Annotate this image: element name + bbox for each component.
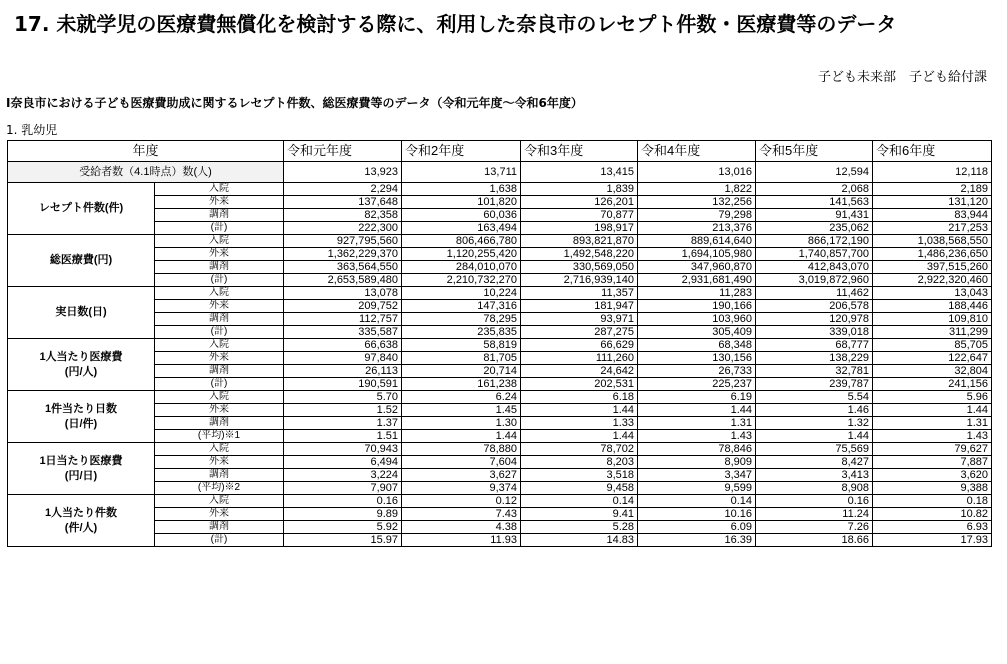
value-cell: 1.44 [521,404,638,417]
value-cell: 163,494 [402,222,521,235]
row-label: 調剤 [155,313,284,326]
group-label: 1件当たり日数 (日/件) [8,391,155,443]
value-cell: 11.24 [756,508,873,521]
value-cell: 1,362,229,370 [284,248,402,261]
value-cell: 78,880 [402,443,521,456]
value-cell: 2,653,589,480 [284,274,402,287]
value-cell: 1.33 [521,417,638,430]
value-cell: 1.52 [284,404,402,417]
table-row [8,521,992,534]
page-title: 17. 未就学児の医療費無償化を検討する際に、利用した奈良市のレセプト件数・医療費等のデータ [14,12,897,36]
value-cell: 239,787 [756,378,873,391]
value-cell: 26,113 [284,365,402,378]
value-cell: 10,224 [402,287,521,300]
value-cell: 70,877 [521,209,638,222]
value-cell: 927,795,560 [284,235,402,248]
group-label: レセプト件数(件) [8,183,155,235]
group-label: 1人当たり医療費 (円/人) [8,339,155,391]
row-label: 調剤 [155,521,284,534]
value-cell: 112,757 [284,313,402,326]
table-row [8,326,992,339]
value-cell: 190,166 [638,300,756,313]
value-cell: 217,253 [873,222,992,235]
value-cell: 97,840 [284,352,402,365]
table-row [8,339,992,352]
table-row [8,261,992,274]
value-cell: 3,224 [284,469,402,482]
value-cell: 60,036 [402,209,521,222]
row-label: 外来 [155,456,284,469]
value-cell: 7,887 [873,456,992,469]
value-cell: 5.96 [873,391,992,404]
value-cell: 120,978 [756,313,873,326]
value-cell: 8,909 [638,456,756,469]
table-row [8,365,992,378]
value-cell: 78,702 [521,443,638,456]
subsection-title: 1. 乳幼児 [6,123,58,137]
row-label: (計) [155,534,284,547]
value-cell: 190,591 [284,378,402,391]
value-cell: 347,960,870 [638,261,756,274]
value-cell: 58,819 [402,339,521,352]
table-row [8,183,992,196]
row-label: (計) [155,378,284,391]
value-cell: 8,908 [756,482,873,495]
value-cell: 132,256 [638,196,756,209]
value-cell: 6.24 [402,391,521,404]
value-cell: 7.26 [756,521,873,534]
value-cell: 806,466,780 [402,235,521,248]
table-row [8,248,992,261]
row-label: 入院 [155,287,284,300]
value-cell: 15.97 [284,534,402,547]
value-cell: 1,120,255,420 [402,248,521,261]
table-row [8,417,992,430]
row-label: 調剤 [155,417,284,430]
value-cell: 3,627 [402,469,521,482]
value-cell: 198,917 [521,222,638,235]
section-title: Ⅰ奈良市における子ども医療費助成に関するレセプト件数、総医療費等のデータ（令和元年度～令和6年度） [6,96,583,110]
value-cell: 81,705 [402,352,521,365]
recipients-label: 受給者数（4.1時点）数(人) [8,162,284,183]
row-label: 入院 [155,391,284,404]
value-cell: 131,120 [873,196,992,209]
row-label: 外来 [155,352,284,365]
year-header-cell: 令和3年度 [521,141,638,162]
row-label: 調剤 [155,365,284,378]
value-cell: 1.32 [756,417,873,430]
value-cell: 0.12 [402,495,521,508]
row-label: 入院 [155,495,284,508]
value-cell: 10.82 [873,508,992,521]
value-cell: 284,010,070 [402,261,521,274]
row-label: 調剤 [155,469,284,482]
value-cell: 5.92 [284,521,402,534]
year-header-cell: 令和元年度 [284,141,402,162]
row-label: 外来 [155,196,284,209]
group-label: 1人当たり件数 (件/人) [8,495,155,547]
value-cell: 3,413 [756,469,873,482]
value-cell: 305,409 [638,326,756,339]
value-cell: 11,462 [756,287,873,300]
header-row [8,141,992,162]
value-cell: 68,348 [638,339,756,352]
value-cell: 3,518 [521,469,638,482]
value-cell: 66,629 [521,339,638,352]
value-cell: 130,156 [638,352,756,365]
value-cell: 8,203 [521,456,638,469]
value-cell: 0.14 [638,495,756,508]
value-cell: 2,210,732,270 [402,274,521,287]
row-label: (計) [155,326,284,339]
row-label: 外来 [155,508,284,521]
value-cell: 91,431 [756,209,873,222]
group-label: 実日数(日) [8,287,155,339]
table-row [8,352,992,365]
table-row [8,196,992,209]
value-cell: 181,947 [521,300,638,313]
value-cell: 9,388 [873,482,992,495]
value-cell: 8,427 [756,456,873,469]
value-cell: 17.93 [873,534,992,547]
value-cell: 1.45 [402,404,521,417]
value-cell: 2,931,681,490 [638,274,756,287]
value-cell: 2,716,939,140 [521,274,638,287]
year-header-cell: 令和4年度 [638,141,756,162]
row-label: 入院 [155,443,284,456]
value-cell: 7,907 [284,482,402,495]
table-row [8,534,992,547]
value-cell: 24,642 [521,365,638,378]
value-cell: 0.16 [756,495,873,508]
table-row [8,287,992,300]
value-cell: 13,078 [284,287,402,300]
value-cell: 2,922,320,460 [873,274,992,287]
value-cell: 138,229 [756,352,873,365]
value-cell: 141,563 [756,196,873,209]
value-cell: 1,492,548,220 [521,248,638,261]
value-cell: 209,752 [284,300,402,313]
value-cell: 9,599 [638,482,756,495]
row-label: 調剤 [155,261,284,274]
value-cell: 9.89 [284,508,402,521]
recipients-cell: 13,016 [638,162,756,183]
table-row [8,313,992,326]
recipients-cell: 13,711 [402,162,521,183]
value-cell: 1.31 [873,417,992,430]
value-cell: 16.39 [638,534,756,547]
value-cell: 2,189 [873,183,992,196]
value-cell: 66,638 [284,339,402,352]
value-cell: 330,569,050 [521,261,638,274]
value-cell: 3,347 [638,469,756,482]
value-cell: 5.28 [521,521,638,534]
value-cell: 68,777 [756,339,873,352]
year-header: 年度 [8,141,284,162]
table-row [8,209,992,222]
value-cell: 6,494 [284,456,402,469]
value-cell: 4.38 [402,521,521,534]
value-cell: 1.44 [638,404,756,417]
value-cell: 83,944 [873,209,992,222]
value-cell: 188,446 [873,300,992,313]
value-cell: 11,357 [521,287,638,300]
value-cell: 1,839 [521,183,638,196]
value-cell: 13,043 [873,287,992,300]
row-label: (計) [155,222,284,235]
value-cell: 889,614,640 [638,235,756,248]
value-cell: 32,804 [873,365,992,378]
value-cell: 103,960 [638,313,756,326]
value-cell: 9.41 [521,508,638,521]
value-cell: 241,156 [873,378,992,391]
value-cell: 93,971 [521,313,638,326]
year-header-cell: 令和2年度 [402,141,521,162]
value-cell: 412,843,070 [756,261,873,274]
value-cell: 85,705 [873,339,992,352]
value-cell: 213,376 [638,222,756,235]
value-cell: 1,740,857,700 [756,248,873,261]
row-label: 外来 [155,300,284,313]
value-cell: 6.09 [638,521,756,534]
value-cell: 161,238 [402,378,521,391]
value-cell: 866,172,190 [756,235,873,248]
value-cell: 1.31 [638,417,756,430]
table-row [8,482,992,495]
row-label: (平均)※1 [155,430,284,443]
value-cell: 363,564,550 [284,261,402,274]
value-cell: 235,835 [402,326,521,339]
value-cell: 147,316 [402,300,521,313]
value-cell: 1,822 [638,183,756,196]
table-row [8,300,992,313]
value-cell: 222,300 [284,222,402,235]
value-cell: 10.16 [638,508,756,521]
value-cell: 397,515,260 [873,261,992,274]
table-row [8,456,992,469]
group-label: 1日当たり医療費 (円/日) [8,443,155,495]
value-cell: 2,294 [284,183,402,196]
value-cell: 1.44 [402,430,521,443]
value-cell: 137,648 [284,196,402,209]
value-cell: 1.37 [284,417,402,430]
table-row [8,508,992,521]
value-cell: 78,295 [402,313,521,326]
value-cell: 2,068 [756,183,873,196]
year-header-cell: 令和6年度 [873,141,992,162]
value-cell: 6.18 [521,391,638,404]
value-cell: 20,714 [402,365,521,378]
value-cell: 122,647 [873,352,992,365]
recipients-cell: 13,923 [284,162,402,183]
value-cell: 14.83 [521,534,638,547]
table-row [8,274,992,287]
value-cell: 5.70 [284,391,402,404]
recipients-cell: 12,594 [756,162,873,183]
value-cell: 1.51 [284,430,402,443]
value-cell: 1.30 [402,417,521,430]
value-cell: 1.44 [873,404,992,417]
table-row [8,235,992,248]
value-cell: 6.93 [873,521,992,534]
row-label: 外来 [155,404,284,417]
value-cell: 75,569 [756,443,873,456]
row-label: (計) [155,274,284,287]
table-row [8,495,992,508]
value-cell: 126,201 [521,196,638,209]
value-cell: 1.44 [521,430,638,443]
group-label: 総医療費(円) [8,235,155,287]
table-row [8,404,992,417]
row-label: 調剤 [155,209,284,222]
value-cell: 1.43 [638,430,756,443]
value-cell: 1,638 [402,183,521,196]
row-label: 入院 [155,235,284,248]
row-label: 外来 [155,248,284,261]
value-cell: 11,283 [638,287,756,300]
value-cell: 26,733 [638,365,756,378]
value-cell: 5.54 [756,391,873,404]
value-cell: 109,810 [873,313,992,326]
value-cell: 7,604 [402,456,521,469]
value-cell: 311,299 [873,326,992,339]
row-label: (平均)※2 [155,482,284,495]
table-row [8,391,992,404]
value-cell: 0.18 [873,495,992,508]
value-cell: 1.44 [756,430,873,443]
value-cell: 235,062 [756,222,873,235]
data-table [7,140,992,547]
value-cell: 335,587 [284,326,402,339]
value-cell: 206,578 [756,300,873,313]
value-cell: 1,486,236,650 [873,248,992,261]
table-row [8,378,992,391]
value-cell: 0.14 [521,495,638,508]
value-cell: 101,820 [402,196,521,209]
value-cell: 6.19 [638,391,756,404]
value-cell: 893,821,870 [521,235,638,248]
value-cell: 111,260 [521,352,638,365]
value-cell: 79,298 [638,209,756,222]
value-cell: 3,019,872,960 [756,274,873,287]
value-cell: 7.43 [402,508,521,521]
value-cell: 32,781 [756,365,873,378]
value-cell: 1.46 [756,404,873,417]
year-header-cell: 令和5年度 [756,141,873,162]
value-cell: 18.66 [756,534,873,547]
table-row [8,430,992,443]
table-row [8,443,992,456]
value-cell: 339,018 [756,326,873,339]
value-cell: 70,943 [284,443,402,456]
row-label: 入院 [155,339,284,352]
table-row [8,469,992,482]
department-label: 子ども未来部 子ども給付課 [817,70,987,85]
value-cell: 1,694,105,980 [638,248,756,261]
row-label: 入院 [155,183,284,196]
table-row [8,222,992,235]
value-cell: 1,038,568,550 [873,235,992,248]
value-cell: 11.93 [402,534,521,547]
value-cell: 9,374 [402,482,521,495]
value-cell: 287,275 [521,326,638,339]
value-cell: 78,846 [638,443,756,456]
value-cell: 3,620 [873,469,992,482]
recipients-row [8,162,992,183]
value-cell: 225,237 [638,378,756,391]
value-cell: 9,458 [521,482,638,495]
value-cell: 79,627 [873,443,992,456]
value-cell: 202,531 [521,378,638,391]
value-cell: 1.43 [873,430,992,443]
recipients-cell: 12,118 [873,162,992,183]
value-cell: 82,358 [284,209,402,222]
recipients-cell: 13,415 [521,162,638,183]
value-cell: 0.16 [284,495,402,508]
